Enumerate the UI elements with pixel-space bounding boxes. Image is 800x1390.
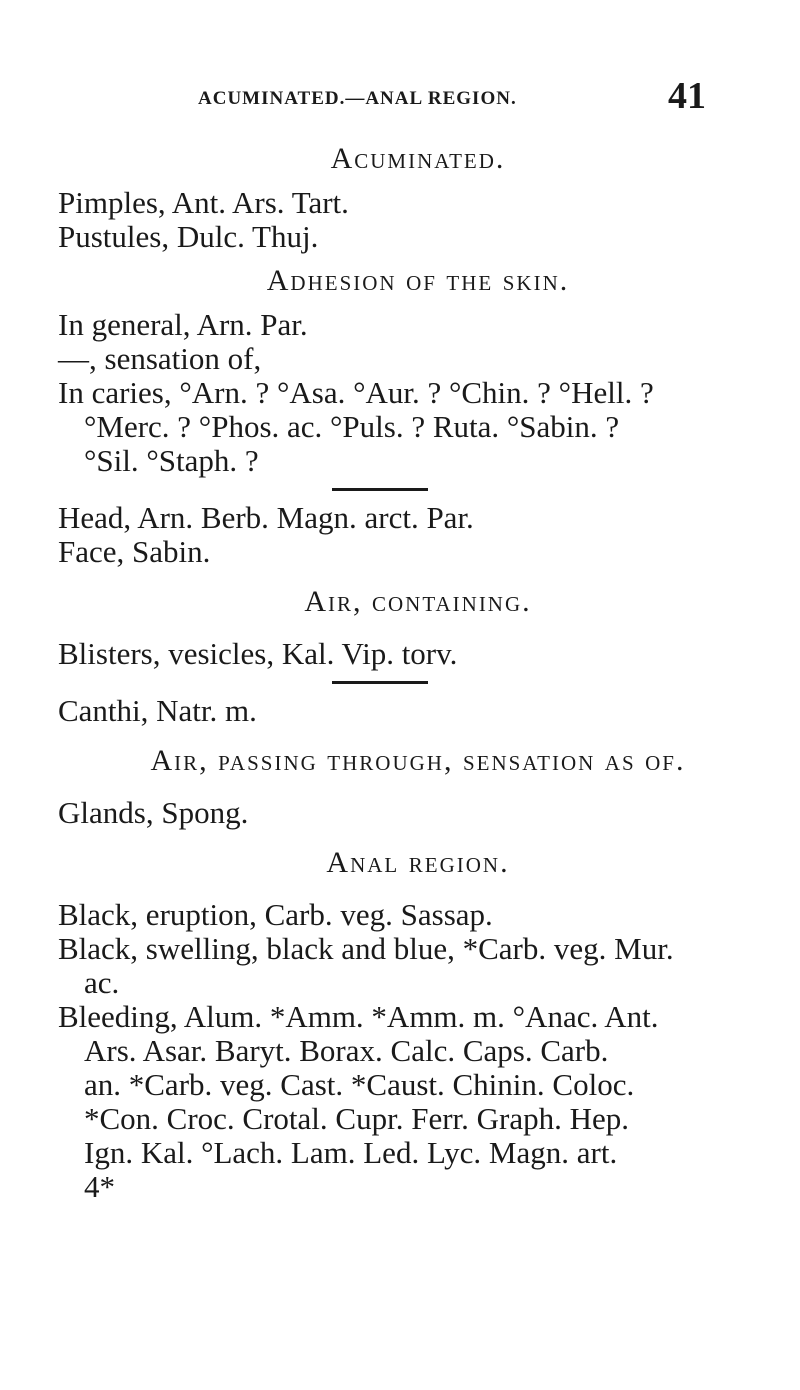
entry-bleeding-cont-2: an. *Carb. veg. Cast. *Caust. Chinin. Coloc. bbox=[84, 1067, 635, 1102]
heading-air-passing: Air, passing through, sensation as of. bbox=[150, 744, 686, 777]
entry-bleeding: Bleeding, Alum. *Amm. *Amm. m. °Anac. Ant. bbox=[58, 999, 659, 1034]
entry-in-general: In general, Arn. Par. bbox=[58, 307, 308, 342]
entry-sensation-of: —, sensation of, bbox=[58, 341, 262, 376]
entry-pustules: Pustules, Dulc. Thuj. bbox=[58, 219, 319, 254]
entry-head: Head, Arn. Berb. Magn. arct. Par. bbox=[58, 500, 474, 535]
entry-blisters: Blisters, vesicles, Kal. Vip. torv. bbox=[58, 636, 458, 671]
entry-bleeding-cont-1: Ars. Asar. Baryt. Borax. Calc. Caps. Carb. bbox=[84, 1033, 609, 1068]
entry-bleeding-cont-4: Ign. Kal. °Lach. Lam. Led. Lyc. Magn. art. bbox=[84, 1135, 618, 1170]
entry-bleeding-cont-3: *Con. Croc. Crotal. Cupr. Ferr. Graph. Hep. bbox=[84, 1101, 630, 1136]
entry-pimples: Pimples, Ant. Ars. Tart. bbox=[58, 185, 349, 220]
entry-black-swelling-cont: ac. bbox=[84, 965, 120, 1000]
entry-black-swelling: Black, swelling, black and blue, *Carb. veg. Mur. bbox=[58, 931, 674, 966]
signature-mark: 4* bbox=[84, 1169, 115, 1204]
heading-adhesion: Adhesion of the skin. bbox=[266, 264, 570, 297]
entry-in-caries: In caries, °Arn. ? °Asa. °Aur. ? °Chin. ? °Hell. ? bbox=[58, 375, 654, 410]
entry-black-eruption: Black, eruption, Carb. veg. Sassap. bbox=[58, 897, 493, 932]
entry-face: Face, Sabin. bbox=[58, 534, 211, 569]
heading-air-containing: Air, containing. bbox=[304, 585, 532, 618]
heading-anal-region: Anal region. bbox=[326, 846, 510, 879]
entry-in-caries-cont-1: °Merc. ? °Phos. ac. °Puls. ? Ruta. °Sabin. ? bbox=[84, 409, 620, 444]
entry-canthi: Canthi, Natr. m. bbox=[58, 693, 257, 728]
page-body bbox=[58, 142, 778, 1204]
heading-acuminated: Acuminated. bbox=[330, 142, 506, 175]
entry-in-caries-cont-2: °Sil. °Staph. ? bbox=[84, 443, 259, 478]
entry-glands: Glands, Spong. bbox=[58, 795, 249, 830]
running-head: ACUMINATED.—ANAL REGION. bbox=[198, 88, 517, 109]
page-number: 41 bbox=[668, 75, 706, 117]
